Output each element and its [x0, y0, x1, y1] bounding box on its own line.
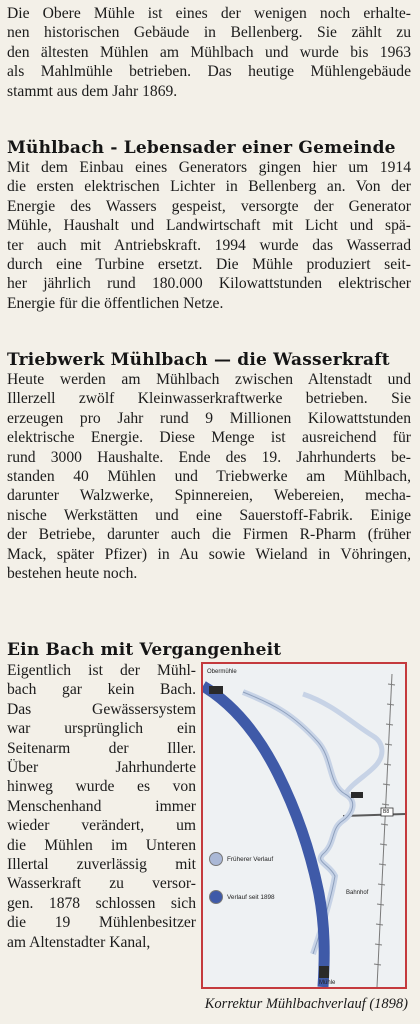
paragraph-line: Mack, später Pfizer) in Au sowie Wieland in Vöhringen, [7, 545, 411, 563]
intro-line: Die Obere Mühle ist eines der wenigen noch erhalte- [7, 5, 411, 22]
section-heading-vergangenheit: Ein Bach mit Vergangenheit [7, 640, 282, 660]
paragraph-line: bestehen heute noch. [7, 565, 138, 583]
paragraph-line: gen. 1878 schlossen sich [7, 894, 196, 912]
section-heading-muehlbach: Mühlbach - Lebensader einer Gemeinde [7, 138, 396, 158]
section-paragraph-triebwerk [7, 370, 411, 583]
intro-paragraph [7, 4, 411, 101]
paragraph-line: Energie für die öffentlichen Netze. [7, 294, 224, 312]
paragraph-line: Menschenhand immer [7, 797, 196, 815]
paragraph-line: Illertal zuverlässig mit [7, 856, 196, 874]
legend-former-course-dot [209, 852, 223, 866]
paragraph-line: am Altenstadter Kanal, [7, 933, 151, 951]
intro-line: nen historischen Gebäude in Bellenberg. Sie zählt zu [7, 24, 411, 42]
paragraph-line: Eigentlich ist der Mühl- [7, 662, 196, 679]
map-caption: Korrektur Mühlbachverlauf (1898) [204, 996, 408, 1012]
paragraph-line: hinweg wurde es von [7, 778, 196, 796]
paragraph-line: standen 40 Mühlen und Triebwerke am Mühlbach, [7, 468, 411, 486]
section-paragraph-vergangenheit [7, 661, 196, 952]
paragraph-line: ter auch mit Antriebskraft. 1994 wurde das Wasserrad [7, 236, 411, 254]
paragraph-line: die Mühlen im Unteren [7, 836, 196, 854]
paragraph-line: Das Gewässersystem [7, 700, 196, 718]
paragraph-line: durch eine Turbine ersetzt. Die Mühle produziert seit- [7, 256, 411, 274]
paragraph-line: wieder verändert, um [7, 817, 196, 835]
legend-new-course-dot [209, 890, 223, 904]
paragraph-line: der Betriebe, darunter auch die Firmen R-Pharm (früher [7, 526, 411, 544]
legend-new-course-label: Verlauf seit 1898 [227, 894, 275, 901]
intro-line: den ältesten Mühlen am Mühlbach und wurde bis 1963 [7, 43, 411, 61]
paragraph-line: Mühle, Haushalt und Landwirtschaft mit Licht und spä- [7, 217, 411, 235]
map-label-road: B8 [383, 809, 390, 815]
paragraph-line: Energie des Wassers gespeist, versorgte der Generator [7, 197, 411, 215]
paragraph-line: war ursprünglich ein [7, 720, 196, 738]
paragraph-line: bach gar kein Bach. [7, 681, 196, 699]
intro-line: als Mahlmühle betrieben. Das heutige Mühlengebäude [7, 63, 411, 81]
paragraph-line: darunter Walzwerke, Spinnereien, Webereien, mecha- [7, 487, 411, 505]
railway-line [377, 674, 392, 987]
paragraph-line: Heute werden am Mühlbach zwischen Altenstadt und [7, 371, 411, 388]
legend-former-course-label: Früherer Verlauf [227, 856, 274, 863]
map-label-bahnhof: Bahnhof [346, 890, 369, 896]
paragraph-line: Mit dem Einbau eines Generators gingen hier um 1914 [7, 159, 411, 176]
obermuehle-marker [209, 686, 223, 694]
paragraph-line: die ersten elektrischen Lichter in Bellenberg an. Von der [7, 178, 411, 196]
map-label-muehle: Mühle [319, 980, 336, 986]
paragraph-line: Über Jahrhunderte [7, 759, 196, 777]
paragraph-line: erzeugen pro Jahr rund 9 Millionen Kilowattstunden [7, 409, 411, 427]
section-paragraph-muehlbach [7, 158, 411, 313]
bahnhof-marker [351, 792, 363, 798]
paragraph-line: die 19 Mühlenbesitzer [7, 914, 196, 932]
railway-ties [374, 684, 395, 965]
paragraph-line: rund 3000 Haushalte. Ende des 19. Jahrhunderts be- [7, 448, 411, 466]
paragraph-line: Seitenarm der Iller. [7, 739, 196, 757]
paragraph-line: her jährlich rund 180.000 Kilowattstunden elektrischer [7, 275, 411, 293]
intro-line: stammt aus dem Jahr 1869. [7, 82, 178, 100]
map-drawing [203, 664, 405, 987]
paragraph-line: elektrische Energie. Diese Menge ist ausreichend für [7, 429, 411, 447]
muehlbach-course-map [201, 662, 407, 989]
paragraph-line: nische Werkstätten und eine Sauerstoff-Fabrik. Einige [7, 506, 411, 524]
former-course-branch [303, 694, 382, 794]
section-heading-triebwerk: Triebwerk Mühlbach — die Wasserkraft [7, 350, 390, 370]
paragraph-line: Wasserkraft zu versor- [7, 875, 196, 893]
paragraph-line: Illerzell zwölf Kleinwasserkraftwerke betrieben. Sie [7, 390, 411, 408]
muehle-marker [319, 966, 329, 978]
map-label-obermuehle: Obermühle [207, 669, 237, 675]
